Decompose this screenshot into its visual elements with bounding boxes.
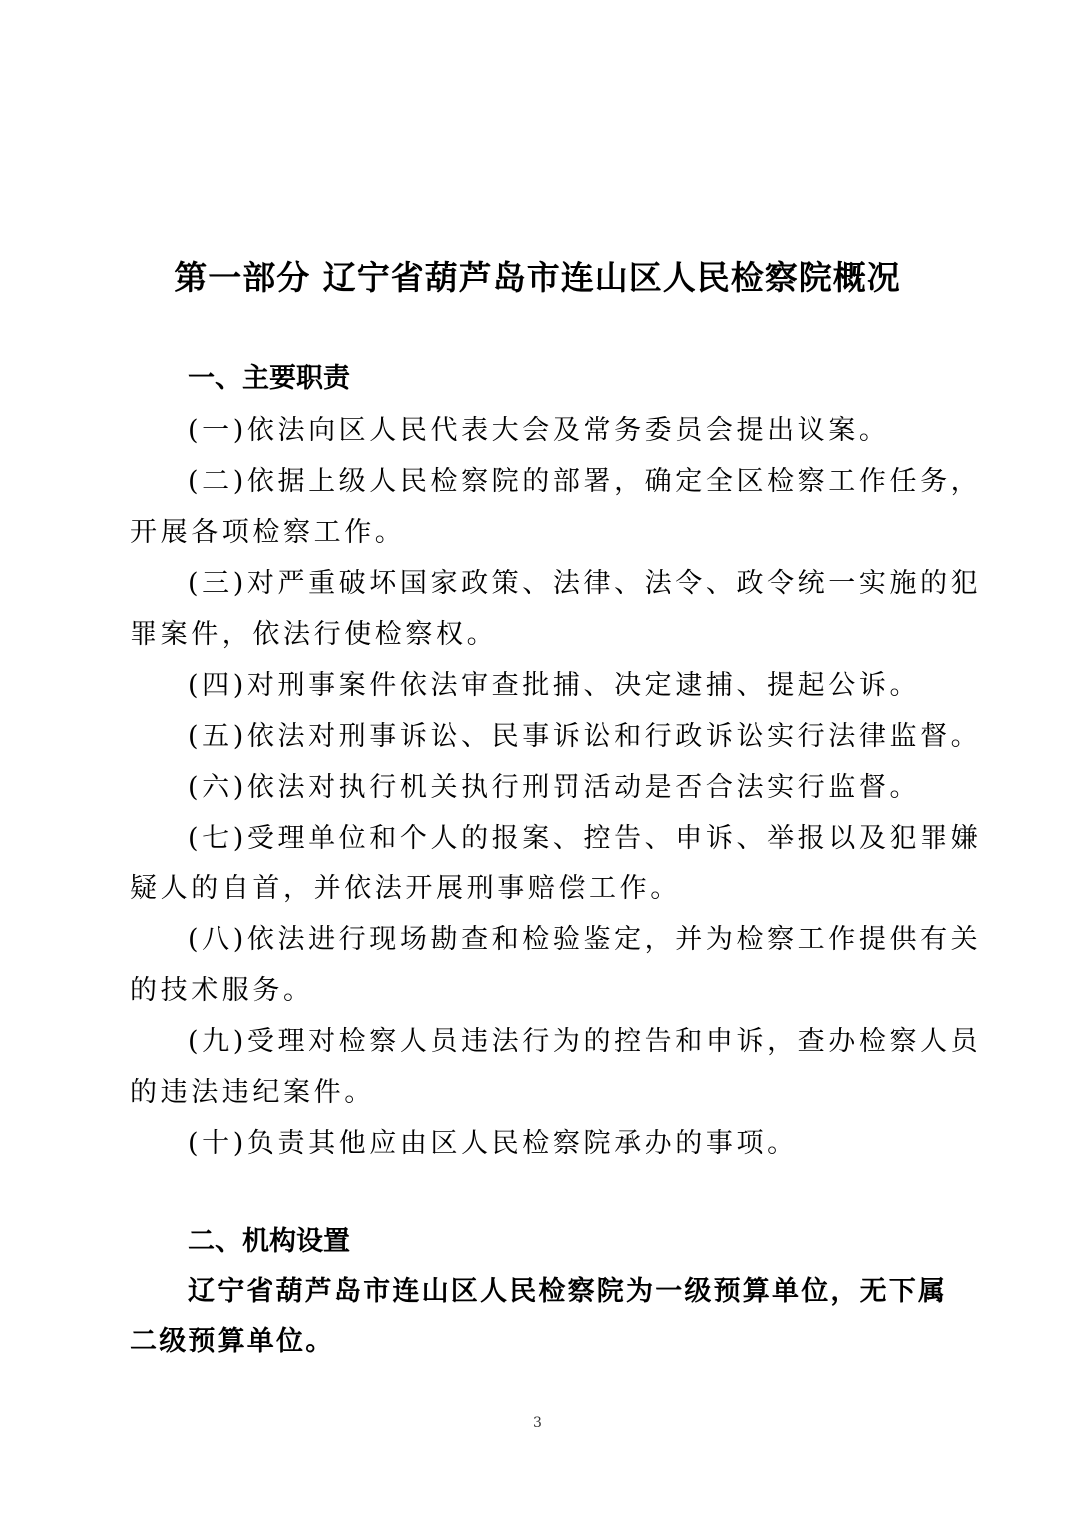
paragraph-line: 辽宁省葫芦岛市连山区人民检察院为一级预算单位，无下属 bbox=[188, 1276, 948, 1307]
section-heading-main-duties: 一、主要职责 bbox=[188, 363, 350, 394]
paragraph-line: (十)负责其他应由区人民检察院承办的事项。 bbox=[188, 1128, 798, 1159]
page-title: 第一部分 辽宁省葫芦岛市连山区人民检察院概况 bbox=[174, 258, 901, 297]
paragraph-line: (一)依法向区人民代表大会及常务委员会提出议案。 bbox=[188, 415, 890, 446]
paragraph-line: 罪案件，依法行使检察权。 bbox=[130, 619, 498, 650]
paragraph-line: 开展各项检察工作。 bbox=[130, 517, 406, 548]
paragraph-line: (三)对严重破坏国家政策、法律、法令、政令统一实施的犯 bbox=[188, 568, 982, 599]
paragraph-line: 疑人的自首，并依法开展刑事赔偿工作。 bbox=[130, 873, 681, 904]
paragraph-line: (二)依据上级人民检察院的部署，确定全区检察工作任务， bbox=[188, 466, 982, 497]
paragraph-line: (四)对刑事案件依法审查批捕、决定逮捕、提起公诉。 bbox=[188, 670, 921, 701]
paragraph-line: 的违法违纪案件。 bbox=[130, 1077, 375, 1108]
paragraph-line: (八)依法进行现场勘查和检验鉴定，并为检察工作提供有关 bbox=[188, 924, 982, 955]
paragraph-line: (九)受理对检察人员违法行为的控告和申诉，查办检察人员 bbox=[188, 1026, 982, 1057]
paragraph-line: (六)依法对执行机关执行刑罚活动是否合法实行监督。 bbox=[188, 772, 921, 803]
paragraph-line: (五)依法对刑事诉讼、民事诉讼和行政诉讼实行法律监督。 bbox=[188, 721, 982, 752]
section-heading-organization: 二、机构设置 bbox=[188, 1226, 350, 1257]
paragraph-line: 的技术服务。 bbox=[130, 975, 314, 1006]
page-number: 3 bbox=[533, 1415, 542, 1431]
paragraph-line: (七)受理单位和个人的报案、控告、申诉、举报以及犯罪嫌 bbox=[188, 823, 982, 854]
paragraph-line: 二级预算单位。 bbox=[130, 1326, 335, 1357]
